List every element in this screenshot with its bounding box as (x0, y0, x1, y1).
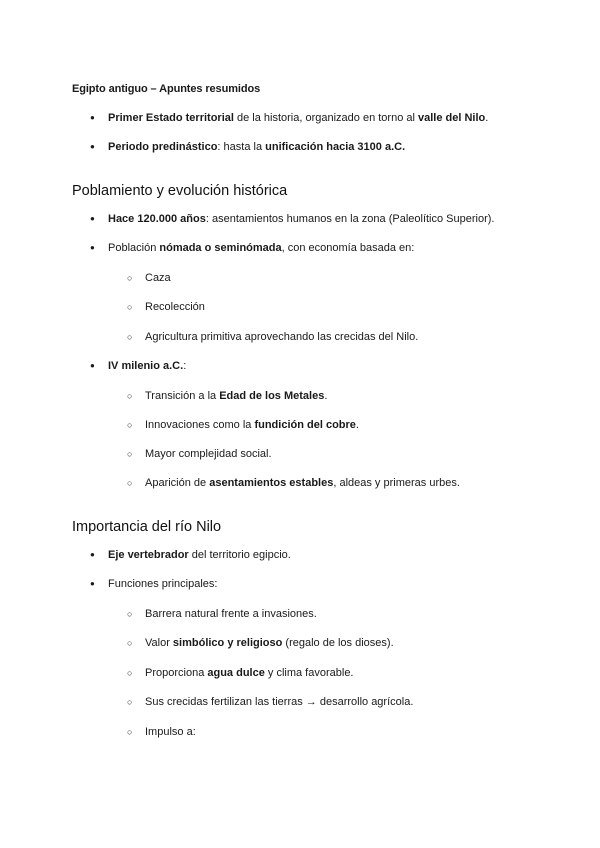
list-item-poblacion: Población nómada o seminómada, con economía basada en: (108, 242, 415, 254)
bullet-hollow: ○ (127, 332, 133, 342)
list-item-hace-120000: Hace 120.000 años: asentamientos humanos en la zona (Paleolítico Superior). (108, 213, 495, 225)
document-title: Egipto antiguo – Apuntes resumidos (72, 83, 261, 95)
list-item-primer-estado: Primer Estado territorial de la historia, organizado en torno al valle del Nilo. (108, 112, 489, 124)
sub-item-transicion: Transición a la Edad de los Metales. (145, 390, 328, 402)
bullet-hollow: ○ (127, 273, 133, 283)
bullet-hollow: ○ (127, 638, 133, 648)
bullet-hollow: ○ (127, 449, 133, 459)
sub-item-valor-simbolico: Valor simbólico y religioso (regalo de los dioses). (145, 637, 394, 649)
bullet-filled: ● (90, 361, 95, 370)
bullet-filled: ● (90, 579, 95, 588)
sub-item-recoleccion: Recolección (145, 301, 205, 313)
list-item-funciones: Funciones principales: (108, 578, 218, 590)
bullet-hollow: ○ (127, 697, 133, 707)
bullet-filled: ● (90, 214, 95, 223)
sub-item-crecidas: Sus crecidas fertilizan las tierras → desarrollo agrícola. (145, 696, 414, 708)
bullet-filled: ● (90, 550, 95, 559)
bullet-filled: ● (90, 142, 95, 151)
sub-item-asentamientos: Aparición de asentamientos estables, aldeas y primeras urbes. (145, 477, 460, 489)
list-item-eje-vertebrador: Eje vertebrador del territorio egipcio. (108, 549, 291, 561)
bullet-hollow: ○ (127, 420, 133, 430)
sub-item-complejidad: Mayor complejidad social. (145, 448, 272, 460)
section-heading-nilo: Importancia del río Nilo (72, 519, 222, 535)
section-heading-poblamiento: Poblamiento y evolución histórica (72, 183, 288, 199)
bullet-hollow: ○ (127, 302, 133, 312)
sub-item-impulso: Impulso a: (145, 726, 196, 738)
bullet-hollow: ○ (127, 727, 133, 737)
bullet-hollow: ○ (127, 609, 133, 619)
list-item-iv-milenio: IV milenio a.C.: (108, 360, 187, 372)
sub-item-caza: Caza (145, 272, 171, 284)
bullet-hollow: ○ (127, 478, 133, 488)
bullet-filled: ● (90, 113, 95, 122)
bullet-hollow: ○ (127, 668, 133, 678)
sub-item-agua-dulce: Proporciona agua dulce y clima favorable. (145, 667, 354, 679)
sub-item-agricultura: Agricultura primitiva aprovechando las crecidas del Nilo. (145, 331, 419, 343)
bullet-hollow: ○ (127, 391, 133, 401)
sub-item-innovaciones: Innovaciones como la fundición del cobre. (145, 419, 359, 431)
list-item-periodo-predinastico: Periodo predinástico: hasta la unificación hacia 3100 a.C. (108, 141, 406, 153)
bullet-filled: ● (90, 243, 95, 252)
sub-item-barrera: Barrera natural frente a invasiones. (145, 608, 317, 620)
